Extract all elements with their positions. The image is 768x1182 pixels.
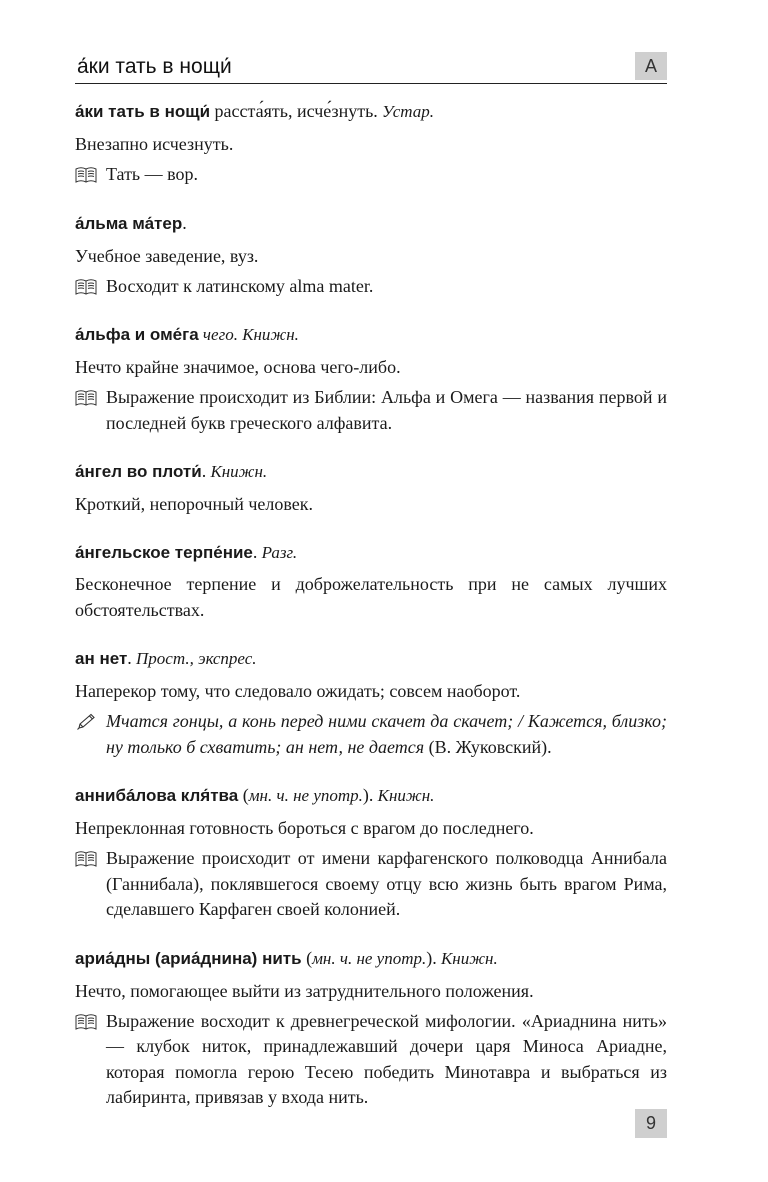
headword-period: . — [182, 212, 187, 233]
entry-head — [75, 458, 667, 485]
entry-head — [75, 98, 667, 125]
paren-open: ( — [301, 947, 313, 968]
entry-alma-mater — [75, 210, 667, 300]
entry-head — [75, 321, 667, 348]
quote-text: Мчатся гонцы, а конь перед ними скачет да скачет; / Кажется, близко; ну только б схватить; ан нет, не дается — [106, 711, 667, 757]
entry-an-net — [75, 645, 667, 760]
entry-angel-vo-ploti — [75, 458, 667, 517]
entry-head — [75, 210, 667, 237]
style-label: Книжн. — [373, 786, 435, 805]
definition: Кроткий, непорочный человек. — [75, 494, 313, 514]
headword: а́льма ма́тер — [75, 213, 183, 233]
book-icon — [75, 1013, 97, 1031]
headword: ариа́дны (ариа́днина) нить — [75, 948, 302, 968]
headword: аннибáлова кля́тва — [75, 786, 239, 805]
pen-icon — [75, 713, 97, 731]
entry-ariadny-nit — [75, 945, 667, 1111]
entry-head — [75, 645, 667, 672]
definition: Непреклонная готовность бороться с врагом до последнего. — [75, 818, 534, 838]
headword: а́льфа и оме́га — [75, 325, 199, 344]
etymology-note — [75, 846, 667, 923]
paren-open: ( — [238, 785, 249, 805]
headword: а́нгельское терпе́ние — [75, 543, 253, 562]
etymology-note — [75, 274, 667, 300]
grammar-label: мн. ч. не употр. — [248, 786, 363, 805]
headword: а́ки тать в нощи́ — [75, 102, 211, 121]
style-label: Прост., экспрес. — [131, 649, 257, 668]
note-text: Выражение происходит от имени карфагенского полководца Аннибала (Ганнибала), поклявшегося своему отцу всю жизнь быть врагом Рима, сделавшего Карфаген своей колонией. — [106, 848, 667, 919]
etymology-note — [75, 162, 667, 188]
entry-head — [75, 945, 667, 972]
gloss: расста́ять, исче́знуть. — [210, 101, 378, 121]
etymology-note — [75, 385, 667, 436]
entry-alfa-i-omega — [75, 321, 667, 436]
quote-source: (В. Жуковский). — [424, 736, 552, 757]
definition: Наперекор тому, что следовало ожидать; совсем наоборот. — [75, 681, 521, 701]
style-label: Разг. — [257, 543, 298, 562]
headword: ан нет — [75, 649, 128, 668]
style-label: Книжн. — [436, 948, 498, 968]
section-letter-tab: А — [635, 52, 667, 80]
definition: Учебное заведение, вуз. — [75, 245, 259, 266]
dictionary-entries — [75, 98, 667, 1133]
definition: Внезапно исчезнуть. — [75, 134, 234, 154]
quote-note — [75, 709, 667, 760]
paren-close: ). — [362, 785, 374, 805]
style-label: Устар. — [377, 102, 434, 121]
headword: а́нгел во плоти́ — [75, 462, 202, 481]
page-number: 9 — [635, 1109, 667, 1138]
note-text: Выражение восходит к древнегреческой мифологии. «Ариаднина нить» — клубок ниток, принадлежавший дочери царя Миноса Ариадне, которая помогла герою Тесею победить Минотавра и выбраться из лабиринта, привязав у входа нить. — [106, 1010, 667, 1107]
running-title: а́ки тать в нощи́ — [77, 55, 232, 78]
entry-annibalova-klyatva — [75, 782, 667, 923]
definition: Нечто, помогающее выйти из затруднительного положения. — [75, 980, 534, 1001]
etymology-note — [75, 1009, 667, 1111]
book-icon — [75, 389, 97, 407]
entry-aki-tat — [75, 98, 667, 188]
headword-period: . — [252, 542, 258, 562]
definition: Нечто крайне значимое, основа чего-либо. — [75, 357, 401, 377]
entry-head — [75, 539, 667, 566]
book-icon — [75, 278, 97, 296]
grammar-label: мн. ч. не употр. — [312, 948, 427, 968]
note-text: Выражение происходит из Библии: Альфа и Омега — названия первой и последней букв греческого алфавита. — [106, 387, 667, 433]
style-label: Книжн. — [206, 462, 268, 481]
style-label: чего. Книжн. — [198, 325, 299, 344]
paren-close: ). — [426, 947, 437, 968]
book-icon — [75, 166, 97, 184]
note-text: Тать — вор. — [106, 164, 199, 184]
definition: Бесконечное терпение и доброжелательность при не самых лучших обстоятельствах. — [75, 574, 667, 620]
running-header — [75, 52, 667, 84]
headword-period: . — [127, 648, 132, 668]
book-icon — [75, 850, 97, 868]
headword-period: . — [201, 461, 207, 481]
entry-head — [75, 782, 667, 809]
note-text: Восходит к латинскому alma mater. — [106, 275, 374, 296]
entry-angelskoe-terpenie — [75, 539, 667, 623]
